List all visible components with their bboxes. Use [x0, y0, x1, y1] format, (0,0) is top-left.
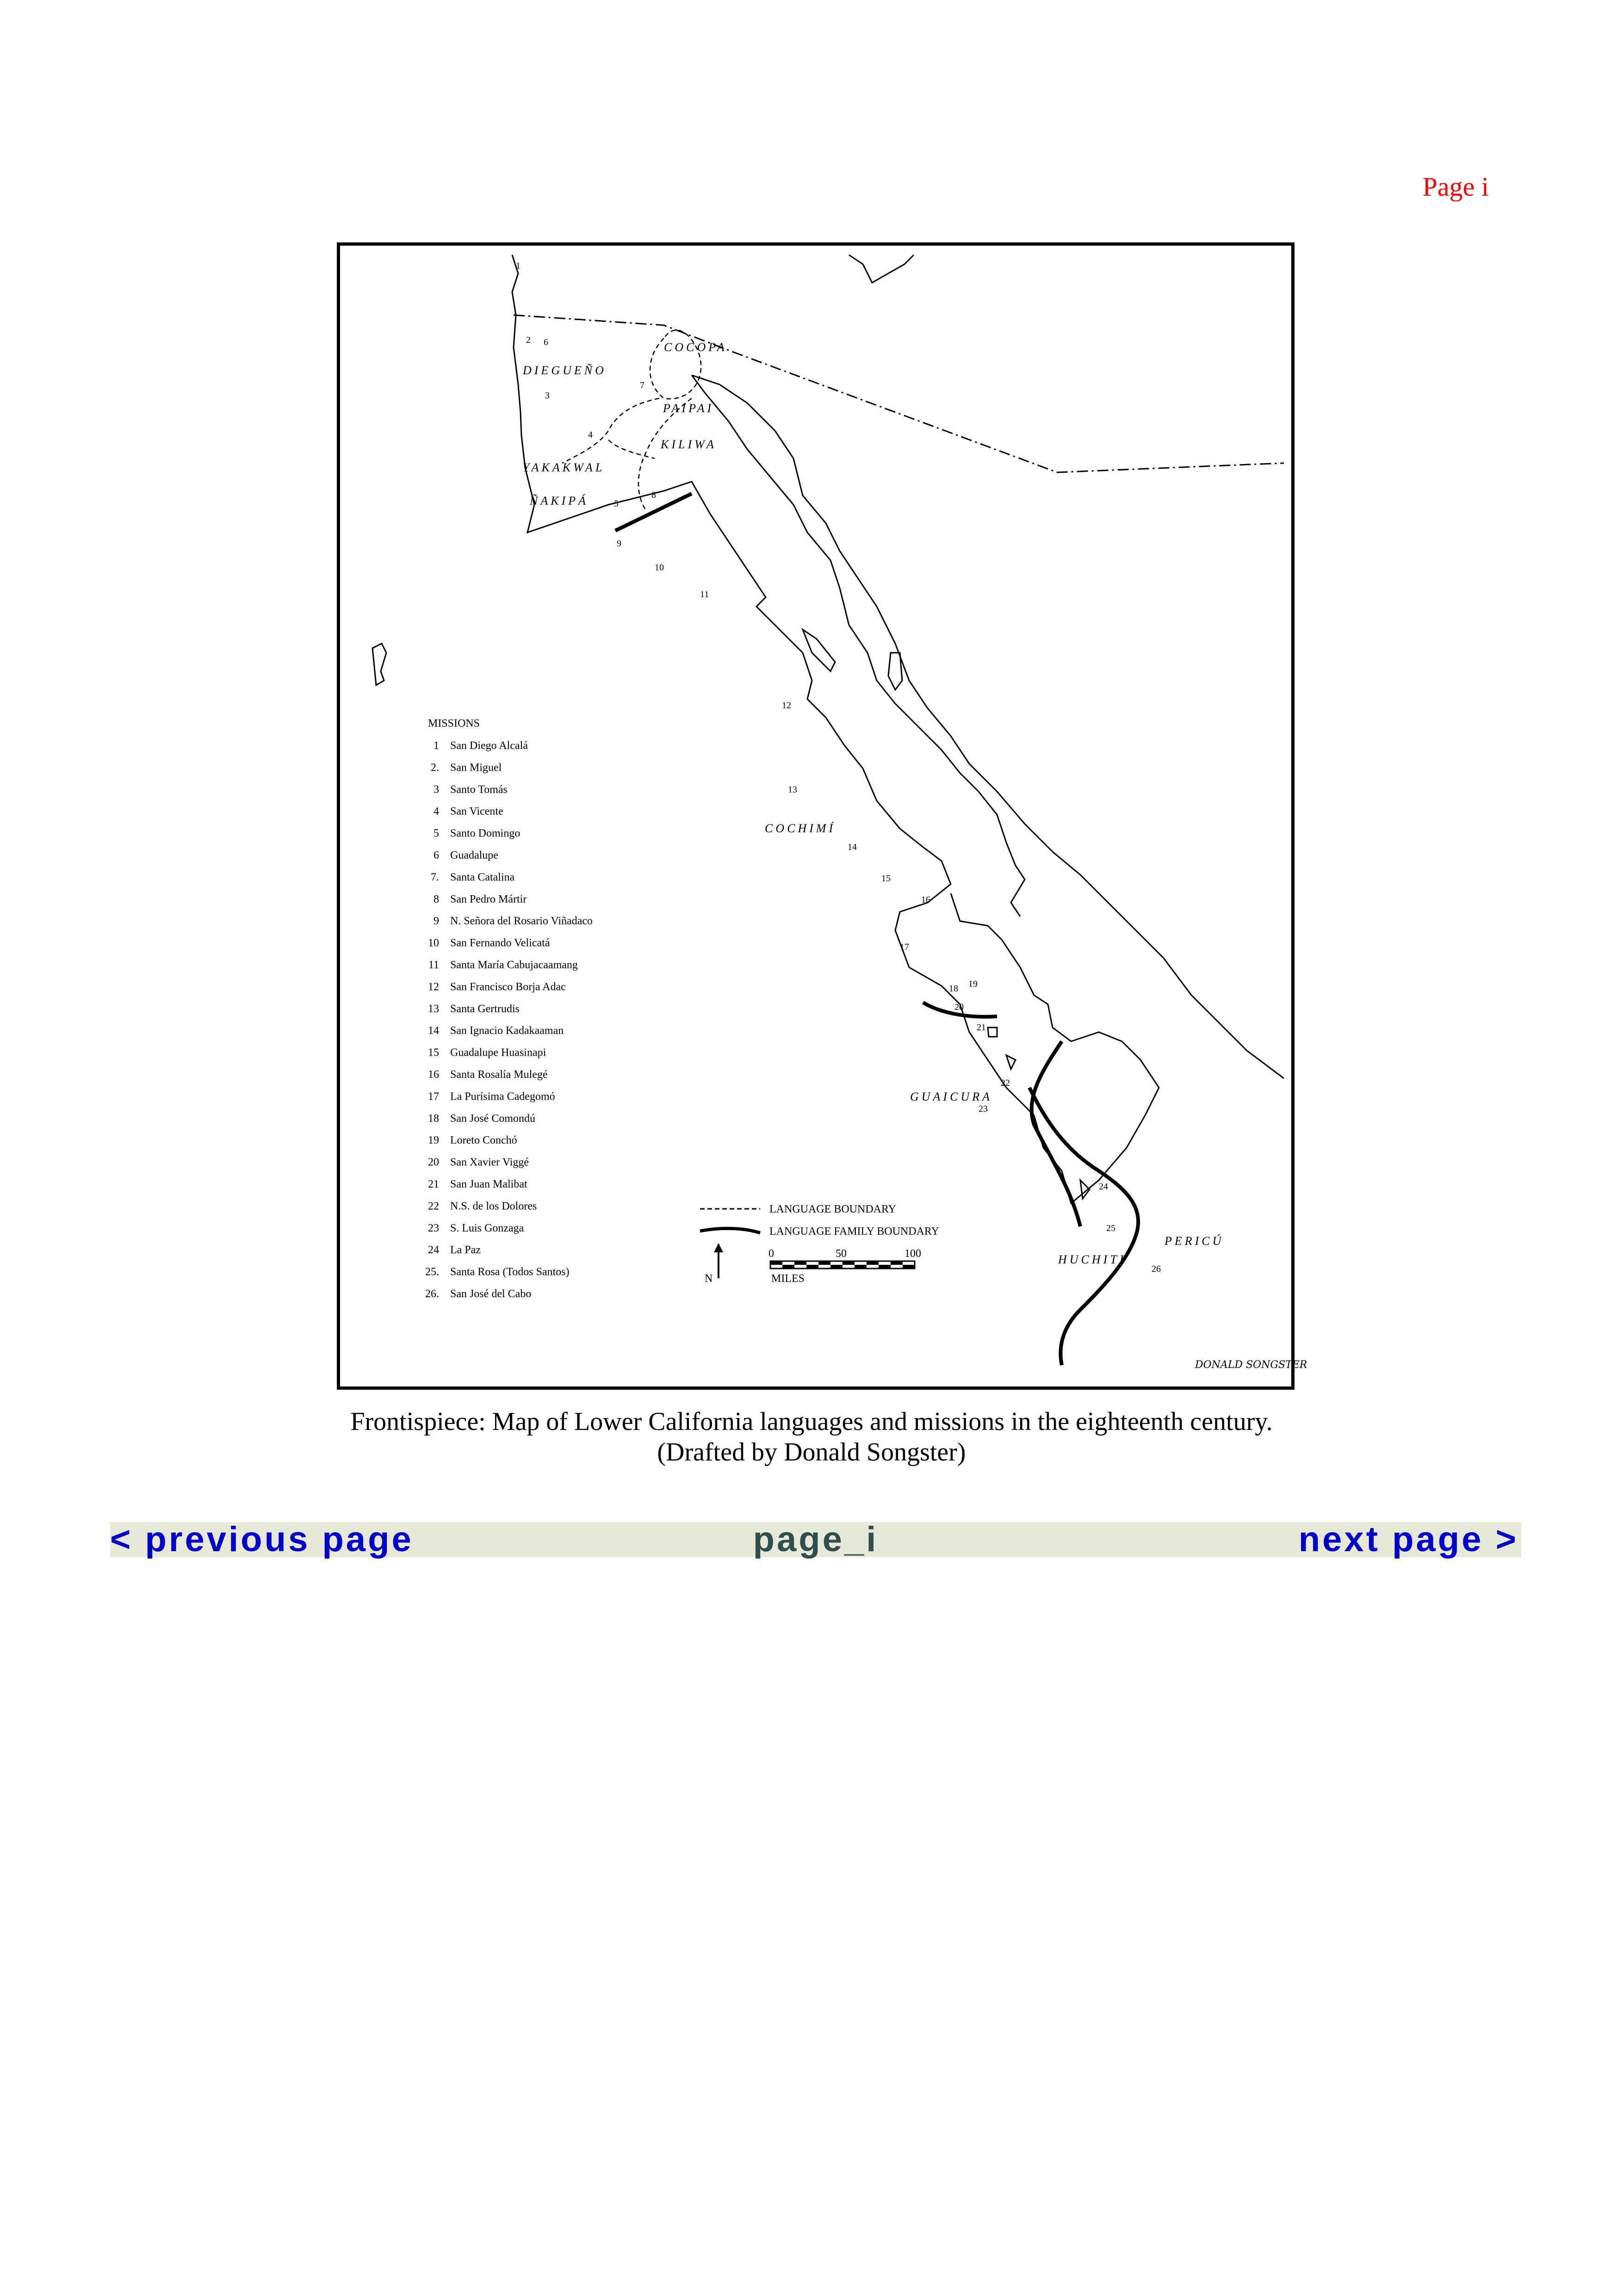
mission-list-name: San Fernando Velicatá	[450, 937, 550, 949]
drafter-signature: DONALD SONGSTER	[1195, 1359, 1307, 1371]
mission-list-number: 23	[428, 1222, 439, 1234]
mission-list-name: San Pedro Mártir	[450, 893, 527, 905]
mission-list-name: Guadalupe Huasinapi	[450, 1046, 546, 1059]
mission-list-name: San José del Cabo	[450, 1288, 532, 1300]
mission-list-number: 11	[428, 959, 439, 971]
legend-language-boundary-label: LANGUAGE BOUNDARY	[769, 1203, 896, 1215]
mission-list-number: 24	[428, 1244, 439, 1256]
mission-marker-24: 24	[1099, 1182, 1108, 1192]
mission-marker-8: 8	[651, 490, 656, 500]
mission-marker-22: 22	[1001, 1078, 1010, 1088]
mission-marker-13: 13	[788, 785, 797, 795]
caption-line-1: Frontispiece: Map of Lower California languages and missions in the eighteenth century.	[350, 1407, 1273, 1436]
mission-list-number: 10	[428, 937, 439, 949]
scale-bar-segment	[782, 1265, 794, 1269]
figure-caption	[0, 1406, 1623, 1467]
scale-bar	[770, 1261, 915, 1269]
scale-unit-label: MILES	[771, 1273, 805, 1285]
mission-list-number: 5	[434, 827, 439, 840]
mission-marker-2: 2	[526, 335, 531, 345]
mission-list-name: San Vicente	[450, 805, 503, 818]
mission-list-number: 20	[428, 1156, 439, 1169]
legend-family-boundary-swatch	[700, 1228, 760, 1233]
mission-list-name: Santa Gertrudis	[450, 1003, 520, 1015]
scale-bar-segment	[770, 1261, 782, 1265]
mission-list-number: 14	[428, 1025, 439, 1037]
mission-list-number: 26.	[425, 1288, 439, 1300]
mission-list-number: 8	[434, 893, 439, 905]
scale-tick-50: 50	[836, 1248, 847, 1260]
mission-marker-19: 19	[968, 979, 978, 989]
scale-bar-segment	[855, 1265, 867, 1269]
mission-list-number: 6	[434, 849, 439, 861]
legend-family-boundary-label: LANGUAGE FAMILY BOUNDARY	[769, 1225, 939, 1238]
map-figure	[337, 242, 1307, 1390]
mission-marker-23: 23	[979, 1104, 988, 1114]
mainland-coastline	[692, 375, 1284, 1078]
mission-marker-9: 9	[617, 538, 621, 549]
language-boundary-line	[638, 398, 692, 509]
mission-marker-14: 14	[848, 842, 857, 852]
language-label-yakakwal: YAKAKWAL	[523, 461, 605, 474]
mission-marker-11: 11	[700, 589, 709, 600]
mission-marker-21: 21	[977, 1022, 986, 1033]
missions-title: MISSIONS	[428, 718, 480, 730]
next-page-link[interactable]: next page >	[1298, 1520, 1518, 1559]
mission-list-number: 16	[428, 1069, 439, 1081]
current-page-label: page_i	[753, 1520, 879, 1559]
mission-list-number: 15	[428, 1046, 439, 1059]
mission-marker-16: 16	[921, 895, 930, 905]
mission-list-number: 13	[428, 1003, 439, 1015]
mission-list-name: San Ignacio Kadakaaman	[450, 1025, 564, 1037]
mission-list-number: 1	[434, 740, 439, 752]
mission-marker-3: 3	[545, 390, 550, 401]
scale-bar-segment	[842, 1261, 855, 1265]
mission-list-name: Santa Rosa (Todos Santos)	[450, 1266, 570, 1278]
mission-list-number: 12	[428, 981, 439, 993]
mission-list-name: Santa Rosalía Mulegé	[450, 1069, 548, 1081]
mission-list-number: 25.	[425, 1266, 439, 1278]
map-svg	[340, 246, 1307, 1386]
mission-list-name: La Purísima Cadegomó	[450, 1090, 555, 1103]
scale-bar-segment	[830, 1265, 842, 1269]
gulf-west-coastline	[692, 375, 1025, 916]
scale-tick-100: 100	[904, 1248, 921, 1260]
northern-coast	[849, 255, 914, 283]
mission-list-number: 22	[428, 1200, 439, 1213]
mission-list-name: San Diego Alcalá	[450, 740, 528, 752]
mission-marker-12: 12	[782, 700, 791, 711]
mission-list-name: San José Comondú	[450, 1112, 536, 1125]
language-label-nakipa: ÑAKIPÁ	[530, 494, 588, 507]
mission-list-name: Santa María Cabujacaamang	[450, 959, 578, 971]
language-label-diegueno: DIEGUEÑO	[523, 364, 607, 377]
scale-bar-segment	[867, 1261, 879, 1265]
caption-line-2: (Drafted by Donald Songster)	[657, 1438, 966, 1467]
mission-list-number: 19	[428, 1134, 439, 1147]
language-family-boundary-line	[1029, 1088, 1138, 1365]
language-label-kiliwa: KILIWA	[661, 438, 717, 451]
island-small-2	[1006, 1055, 1016, 1069]
scale-bar-segment	[903, 1265, 915, 1269]
language-boundary-line	[562, 398, 659, 463]
missions-list	[425, 740, 593, 1300]
mission-marker-20: 20	[954, 1002, 964, 1012]
mission-list-name: San Juan Malibat	[450, 1178, 527, 1190]
mission-list-name: Santo Tomás	[450, 783, 508, 796]
language-label-guaicura: GUAICURA	[910, 1090, 992, 1103]
mission-marker-5: 5	[614, 499, 619, 509]
page-label: Page i	[1422, 172, 1489, 202]
international-border	[514, 315, 1284, 472]
mission-list-number: 21	[428, 1178, 439, 1190]
mission-list-name: La Paz	[450, 1244, 481, 1256]
mission-list-name: N. Señora del Rosario Viñadaco	[450, 915, 593, 928]
scale-bar-segment	[794, 1261, 806, 1265]
mission-marker-18: 18	[949, 984, 958, 994]
island-guadalupe	[372, 644, 386, 685]
north-label: N	[705, 1273, 713, 1285]
north-arrow-icon	[714, 1243, 723, 1278]
scale-bar-segment	[818, 1261, 830, 1265]
mission-list-number: 2.	[431, 761, 439, 774]
mission-marker-26: 26	[1152, 1264, 1161, 1274]
language-label-paipai: PAIPAI	[663, 402, 714, 415]
mission-list-name: Santa Catalina	[450, 871, 515, 884]
island-tiburon	[888, 653, 902, 690]
mission-list-name: Santo Domingo	[450, 827, 520, 840]
mission-marker-17: 17	[900, 942, 909, 952]
mission-list-number: 9	[434, 915, 439, 928]
mission-list-name: Loreto Conchó	[450, 1134, 517, 1147]
mission-list-name: N.S. de los Dolores	[450, 1200, 537, 1213]
island-small-1	[988, 1027, 997, 1037]
mission-marker-25: 25	[1106, 1223, 1115, 1233]
mission-list-number: 17	[428, 1090, 439, 1103]
mission-list-number: 4	[434, 805, 439, 818]
mission-marker-1: 1	[516, 261, 520, 271]
scale-bar-segment	[891, 1261, 903, 1265]
mission-marker-4: 4	[588, 430, 593, 440]
mission-marker-15: 15	[881, 873, 891, 884]
scale-bar-segment	[806, 1265, 818, 1269]
mission-list-number: 18	[428, 1112, 439, 1125]
language-label-pericu: PERICÚ	[1165, 1234, 1224, 1248]
mission-list-number: 7.	[431, 871, 439, 884]
mission-list-name: San Francisco Borja Adac	[450, 981, 566, 993]
mission-list-name: S. Luis Gonzaga	[450, 1222, 524, 1234]
language-label-cochimi: COCHIMÍ	[765, 822, 836, 835]
language-boundary-line	[608, 440, 655, 458]
scale-bar-segment	[879, 1265, 891, 1269]
page-navigation	[110, 1522, 1521, 1557]
mission-list-name: San Miguel	[450, 761, 502, 774]
language-label-cocopa: COCOPA	[664, 340, 727, 354]
mission-marker-10: 10	[655, 563, 664, 573]
scale-tick-0: 0	[768, 1248, 774, 1260]
island-angel	[803, 630, 835, 671]
previous-page-link[interactable]: < previous page	[110, 1520, 414, 1559]
mission-list-name: Guadalupe	[450, 849, 498, 861]
mission-list-number: 3	[434, 783, 439, 796]
mission-marker-6: 6	[544, 337, 548, 347]
mission-marker-7: 7	[640, 380, 644, 390]
mission-list-name: San Xavier Viggé	[450, 1156, 529, 1169]
pacific-coastline	[512, 255, 1159, 1203]
language-label-huchiti: HUCHITI	[1058, 1253, 1127, 1266]
